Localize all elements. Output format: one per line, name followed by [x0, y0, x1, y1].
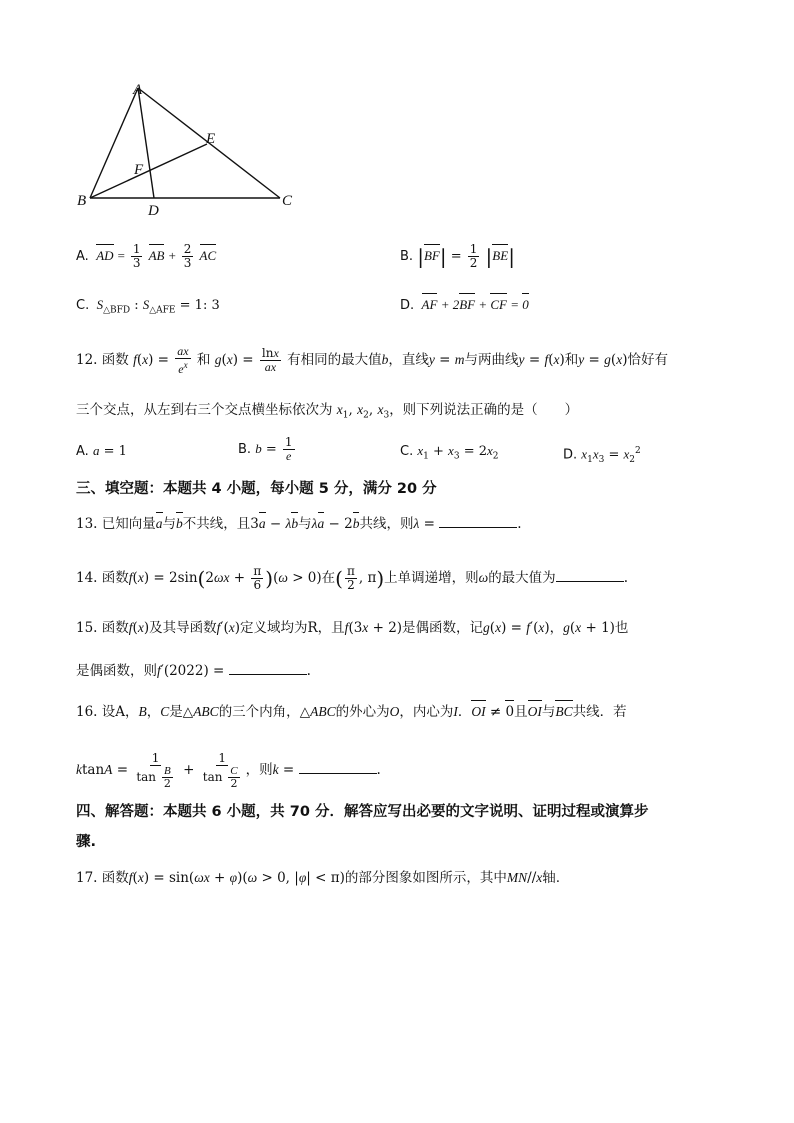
q11-option-b: B. |BF| = $\frac{1}{2}$ |BE|	[400, 242, 515, 270]
label-e: E	[206, 131, 216, 147]
triangle-figure	[70, 78, 310, 223]
q12-option-b: B. b = $\frac{1}{e}$	[238, 435, 293, 463]
q12-option-d: D. $x_1x_3 = x_2^2$	[563, 446, 641, 465]
q11-option-c: C. $S_{\triangle BFD}$ : $S_{\triangle AFE} = 1$: 3	[76, 297, 220, 316]
label-f: F	[134, 162, 144, 178]
segment-be	[90, 144, 207, 198]
label-c: C	[282, 193, 293, 209]
q12-line-2: 三个交点，从左到右三个交点横坐标依次为 $x_1$, $x_2$, $x_3$，则下列说法正确的是（ ）	[76, 402, 579, 421]
edge-ab	[90, 88, 138, 198]
q15-line-2: 是偶函数，则f′(2022) = .	[76, 660, 311, 681]
q12-option-a: A. a = 1	[76, 443, 127, 459]
q15-line-1: 15. 函数f(x)及其导函数f′(x)定义域均为R，且f(3x + 2)是偶函数，记g(x) = f′(x)，g(x + 1)也	[76, 620, 629, 636]
q13: 13. 已知向量a与b不共线，且3a − λb与λa − 2b共线，则λ = .	[76, 513, 522, 534]
segment-ad	[138, 88, 154, 198]
section-3-heading: 三、填空题：本题共 4 小题，每小题 5 分，满分 20 分	[76, 481, 437, 497]
q12-option-c: C. $x_1 + x_3 = 2x_2$	[400, 443, 499, 462]
q16-line-2: ktanA = 1 tan $\frac{B}{2}$ + 1 tan $\frac{C}{2}$ ，则k = .	[76, 751, 381, 790]
q11-option-d: D. AF + 2BF + CF = 0	[400, 297, 529, 313]
q17: 17. 函数f(x) = sin(ωx + φ)(ω > 0, |φ| < π)的部分图象如图所示，其中MN//x轴.	[76, 870, 561, 886]
q11-option-a: A. AD = $\frac{1}{3}$ AB + $\frac{2}{3}$ AC	[76, 242, 217, 270]
q12-line-1: 12. 函数 f(x) = $\frac{ax}{e^x}$ 和 g(x) = $\frac{\ln x}{ax}$ 有相同的最大值b，直线y = m与两曲线y = f(x)和y = g(x)恰好有	[76, 344, 668, 376]
q14: 14. 函数f(x) = 2sin(2ωx + $\frac{\pi}{6}$ )(ω > 0)在( $\frac{\pi}{2}$ , π)上单调递增，则ω的最大值为 .	[76, 564, 628, 592]
label-b: B	[77, 193, 87, 209]
section-4-heading: 四、解答题：本题共 6 小题，共 70 分．解答应写出必要的文字说明、证明过程或演算步	[76, 804, 649, 820]
label-d: D	[148, 203, 159, 219]
section-4-heading-cont: 骤.	[76, 834, 97, 850]
q16-line-1: 16. 设A，B，C是△ABC的三个内角，△ABC的外心为O，内心为I．OI ≠ 0且OI与BC共线．若	[76, 704, 627, 720]
label-a: A	[133, 82, 143, 98]
